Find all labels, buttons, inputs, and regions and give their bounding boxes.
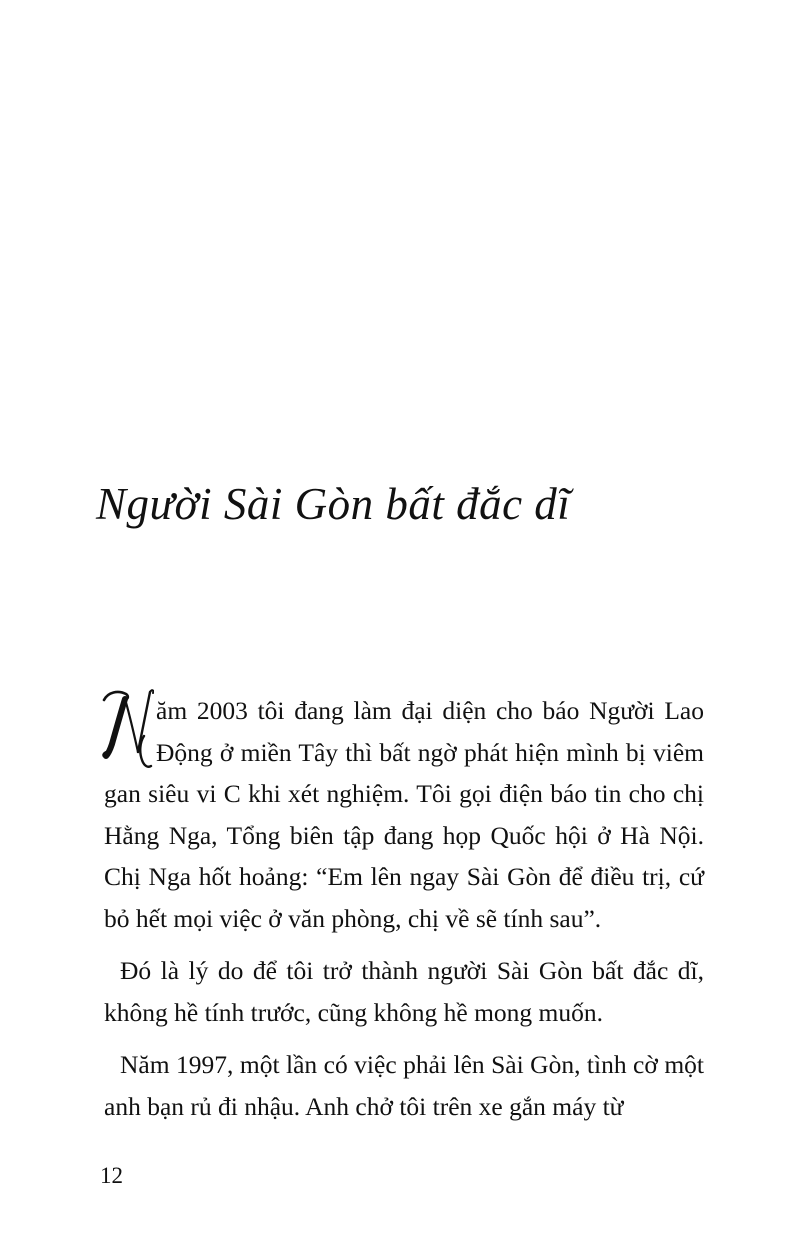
paragraph-3: Năm 1997, một lần có việc phải lên Sài Gòn, tình cờ một anh bạn rủ đi nhậu. Anh chở tôi trên xe gắn máy từ: [104, 1050, 704, 1121]
page-number: 12: [100, 1163, 123, 1188]
body-text: [104, 690, 704, 1127]
chapter-title: Người Sài Gòn bất đắc dĩ: [96, 479, 571, 529]
paragraph-1-text: ăm 2003 tôi đang làm đại diện cho báo Người Lao Động ở miền Tây thì bất ngờ phát hiện mình bị viêm gan siêu vi C khi xét nghiệm. Tôi gọi điện báo tin cho chị Hằng Nga, Tổng biên tập đang họp Quốc hội ở Hà Nội. Chị Nga hốt hoảng: “Em lên ngay Sài Gòn để điều trị, cứ bỏ hết mọi việc ở văn phòng, chị về sẽ tính sau”.: [104, 696, 704, 933]
drop-cap-glyph: [98, 686, 154, 772]
paragraph-2: Đó là lý do để tôi trở thành người Sài Gòn bất đắc dĩ, không hề tính trước, cũng không hề mong muốn.: [104, 956, 704, 1027]
drop-cap: [104, 686, 154, 766]
paragraph-1: [104, 690, 704, 939]
